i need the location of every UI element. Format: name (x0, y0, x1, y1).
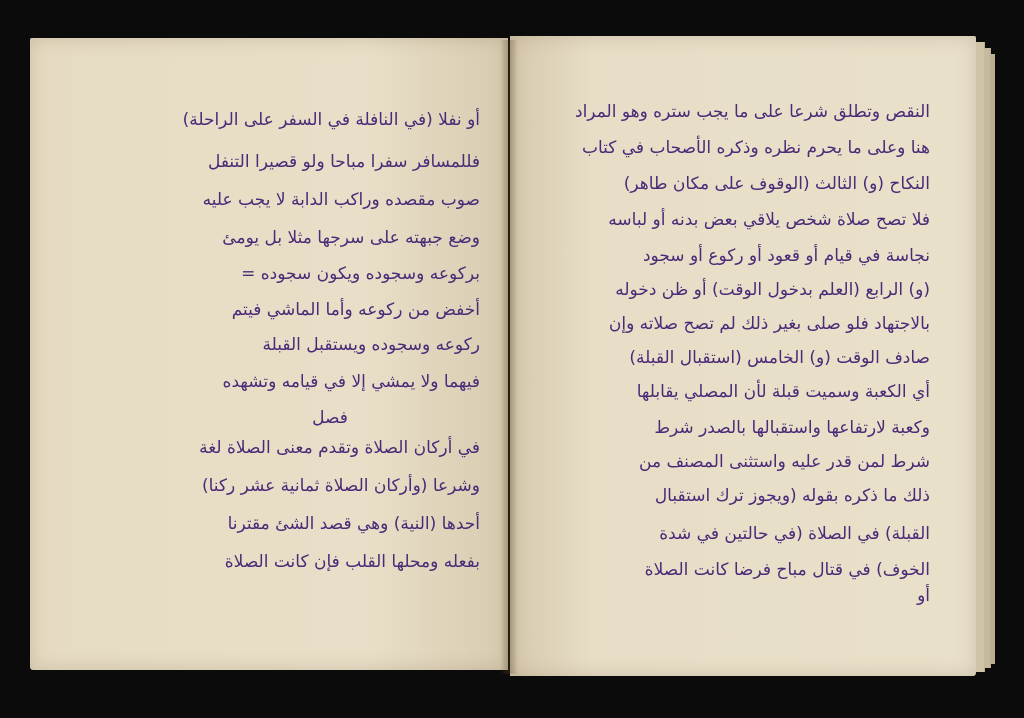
text-line: صوب مقصده وراكب الدابة لا يجب عليه (202, 190, 480, 210)
text-line: أو (917, 586, 930, 606)
text-line: شرط لمن قدر عليه واستثنى المصنف من (639, 452, 930, 472)
book-gutter (500, 40, 518, 674)
text-line: أي الكعبة وسميت قبلة لأن المصلي يقابلها (636, 382, 930, 402)
text-line: وكعبة لارتفاعها واستقبالها بالصدر شرط (654, 418, 930, 438)
section-heading: فصل (312, 408, 348, 428)
text-line: نجاسة في قيام أو قعود أو ركوع أو سجود (642, 246, 930, 266)
page-stack-edge (990, 54, 995, 664)
text-line: فيهما ولا يمشي إلا في قيامه وتشهده (222, 372, 480, 392)
text-line: هنا وعلى ما يحرم نظره وذكره الأصحاب في كتاب (581, 138, 930, 158)
text-line: القبلة) في الصلاة (في حالتين في شدة (659, 524, 930, 544)
text-line: ركوعه وسجوده ويستقبل القبلة (262, 335, 480, 355)
text-line: النقص وتطلق شرعا على ما يجب ستره وهو المراد (575, 102, 930, 122)
text-line: صادف الوقت (و) الخامس (استقبال القبلة) (629, 348, 930, 368)
text-line: الخوف) في قتال مباح فرضا كانت الصلاة (644, 560, 930, 580)
text-line: بالاجتهاد فلو صلى بغير ذلك لم تصح صلاته وإن (608, 314, 930, 334)
text-line: بفعله ومحلها القلب فإن كانت الصلاة (224, 552, 480, 572)
text-line: بركوعه وسجوده ويكون سجوده = (241, 264, 480, 284)
text-line: وشرعا (وأركان الصلاة ثمانية عشر ركنا) (201, 476, 480, 496)
text-line: أحدها (النية) وهي قصد الشئ مقترنا (227, 514, 480, 534)
text-line: أخفض من ركوعه وأما الماشي فيتم (231, 300, 480, 320)
text-line: فلا تصح صلاة شخص يلاقي بعض بدنه أو لباسه (608, 210, 930, 230)
text-line: في أركان الصلاة وتقدم معنى الصلاة لغة (199, 438, 480, 458)
text-line: أو نفلا (في النافلة في السفر على الراحلة) (182, 110, 480, 130)
left-page (30, 38, 508, 670)
right-page (510, 36, 976, 676)
text-line: النكاح (و) الثالث (الوقوف على مكان طاهر) (623, 174, 930, 194)
text-line: ذلك ما ذكره بقوله (ويجوز ترك استقبال (654, 486, 930, 506)
text-line: (و) الرابع (العلم بدخول الوقت) أو ظن دخوله (615, 280, 930, 300)
text-line: وضع جبهته على سرجها مثلا بل يومئ (222, 228, 480, 248)
text-line: فللمسافر سفرا مباحا ولو قصيرا التنفل (207, 152, 480, 172)
